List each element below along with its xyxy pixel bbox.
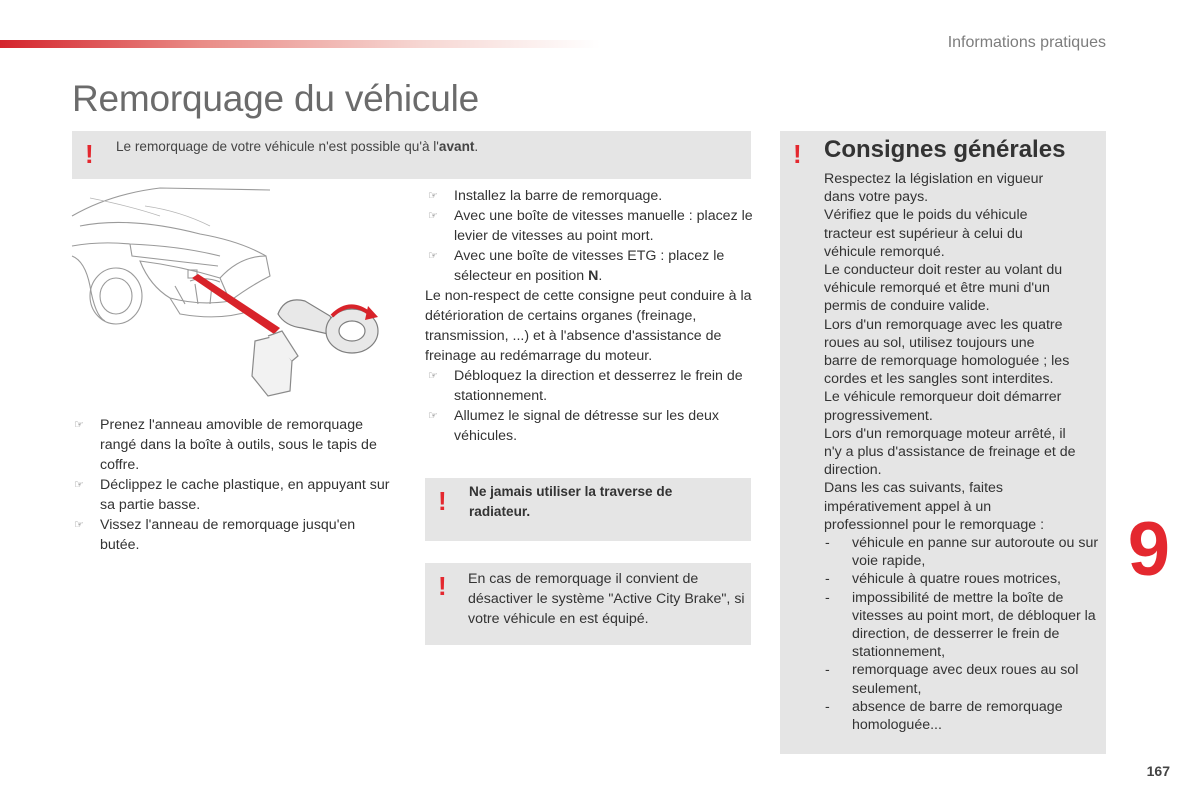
car-front-towing-illustration [70, 186, 400, 401]
list-item-text: Avec une boîte de vitesses manuelle : placez le levier de vitesses au point mort. [454, 208, 753, 244]
list-item-text: Prenez l'anneau amovible de remorquage rangé dans la boîte à outils, sous le tapis de coffre. [100, 417, 377, 473]
case-item-text: véhicule en panne sur autoroute ou sur voie rapide, [852, 535, 1099, 570]
instruction-line: direction. [824, 462, 882, 479]
instruction-line: n'y a plus d'assistance de freinage et de [824, 444, 1076, 461]
warning-front-text-start: Le remorquage de votre véhicule n'est possible qu'à l' [116, 139, 439, 154]
list-item-text: Vissez l'anneau de remorquage jusqu'en butée. [100, 517, 356, 553]
case-item-text: véhicule à quatre roues motrices, [852, 571, 1061, 588]
instruction-line: Respectez la législation en vigueur [824, 171, 1044, 187]
general-instructions-title: Consignes générales [824, 136, 1066, 163]
chapter-number: 9 [1127, 507, 1170, 592]
warning-city-brake-text: En cas de remorquage il convient de désactiver le système "Active City Brake", si votre véhicule en est équipé. [468, 571, 745, 627]
list-item [71, 475, 396, 515]
general-instructions-text [824, 170, 1106, 734]
dash-marker: - [825, 662, 830, 679]
etg-step-text: Avec une boîte de vitesses ETG : placez le sélecteur en position [454, 248, 725, 284]
case-item [824, 661, 1106, 697]
list-item-text: Déclippez le cache plastique, en appuyant sur sa partie basse. [100, 477, 390, 513]
case-item-text: absence de barre de remorquage homologuée... [852, 698, 1063, 734]
warning-front-text-bold: avant [438, 139, 475, 154]
list-item [425, 246, 753, 286]
instruction-line: cordes et les sangles sont interdites. [824, 371, 1054, 388]
dash-marker: - [825, 571, 830, 588]
list-item [425, 406, 753, 446]
exclamation-icon: ! [438, 571, 447, 601]
section-title: Informations pratiques [947, 34, 1106, 51]
hand-pointer-icon: ☞ [74, 519, 84, 531]
instruction-line: Dans les cas suivants, faites [824, 480, 1003, 497]
warning-front-box [72, 131, 751, 179]
page-title: Remorquage du véhicule [72, 78, 479, 119]
case-item-text: impossibilité de mettre la boîte de vitesses au point mort, de débloquer la direction, de desserrer le frein de stationnement, [852, 589, 1096, 661]
page-number: 167 [1146, 763, 1170, 779]
instruction-line: progressivement. [824, 407, 933, 424]
instruction-line: roues au sol, utilisez toujours une [824, 334, 1035, 351]
consequence-paragraph: Le non-respect de cette consigne peut conduire à la détérioration de certains organes (freinage, transmission, ...) et à l'absence d'assistance de freinage au redémarrage du moteur. [425, 288, 752, 364]
instruction-line: Vérifiez que le poids du véhicule [824, 207, 1028, 224]
hand-pointer-icon: ☞ [428, 210, 438, 222]
warning-radiator-text: Ne jamais utiliser la traverse de radiateur. [469, 484, 673, 519]
case-item-text: remorquage avec deux roues au sol seulement, [852, 662, 1079, 697]
exclamation-icon: ! [438, 486, 447, 516]
list-item-text: Allumez le signal de détresse sur les deux véhicules. [454, 408, 719, 444]
exclamation-icon: ! [793, 139, 802, 169]
hand-pointer-icon: ☞ [74, 479, 84, 491]
hand-pointer-icon: ☞ [428, 370, 438, 382]
list-item [425, 206, 753, 246]
hand-pointer-icon: ☞ [428, 410, 438, 422]
list-item [425, 366, 753, 406]
general-instructions-box [780, 131, 1106, 754]
hand-pointer-icon: ☞ [428, 190, 438, 202]
instruction-line: tracteur est supérieur à celui du [824, 225, 1023, 242]
warning-city-brake-box [425, 563, 751, 645]
case-item [824, 570, 1106, 588]
case-item [824, 698, 1106, 734]
instruction-line: permis de conduire valide. [824, 298, 990, 315]
list-item-text: Installez la barre de remorquage. [454, 188, 663, 204]
case-item [824, 589, 1106, 662]
warning-front-text [116, 137, 478, 157]
hand-pointer-icon: ☞ [74, 419, 84, 431]
case-item [824, 534, 1106, 570]
left-steps-list [71, 415, 396, 555]
dash-marker: - [825, 535, 830, 552]
list-item [71, 415, 396, 475]
dash-marker: - [825, 698, 830, 715]
instruction-line: impérativement appel à un [824, 498, 992, 515]
list-item [425, 186, 753, 206]
dash-marker: - [825, 589, 830, 606]
list-item [71, 515, 396, 555]
etg-position-letter: N [588, 268, 599, 284]
instruction-line: Lors d'un remorquage moteur arrêté, il [824, 425, 1066, 442]
towing-eye-illustration [70, 186, 400, 401]
exclamation-icon: ! [85, 139, 94, 169]
instruction-line: professionnel pour le remorquage : [824, 516, 1045, 533]
warning-front-text-end: . [474, 139, 479, 154]
instruction-line: Le véhicule remorqueur doit démarrer [824, 389, 1062, 406]
header-accent-bar [0, 40, 600, 48]
instruction-line: véhicule remorqué et être muni d'un [824, 280, 1050, 297]
etg-step-end: . [598, 268, 603, 284]
middle-steps [425, 186, 753, 446]
instruction-line: Lors d'un remorquage avec les quatre [824, 316, 1063, 333]
instruction-line: barre de remorquage homologuée ; les [824, 353, 1070, 370]
warning-radiator-box [425, 478, 751, 541]
instruction-line: dans votre pays. [824, 189, 929, 206]
instruction-line: véhicule remorqué. [824, 243, 945, 260]
hand-pointer-icon: ☞ [428, 250, 438, 262]
list-item-text: Débloquez la direction et desserrez le frein de stationnement. [454, 368, 743, 404]
instruction-line: Le conducteur doit rester au volant du [824, 262, 1063, 279]
